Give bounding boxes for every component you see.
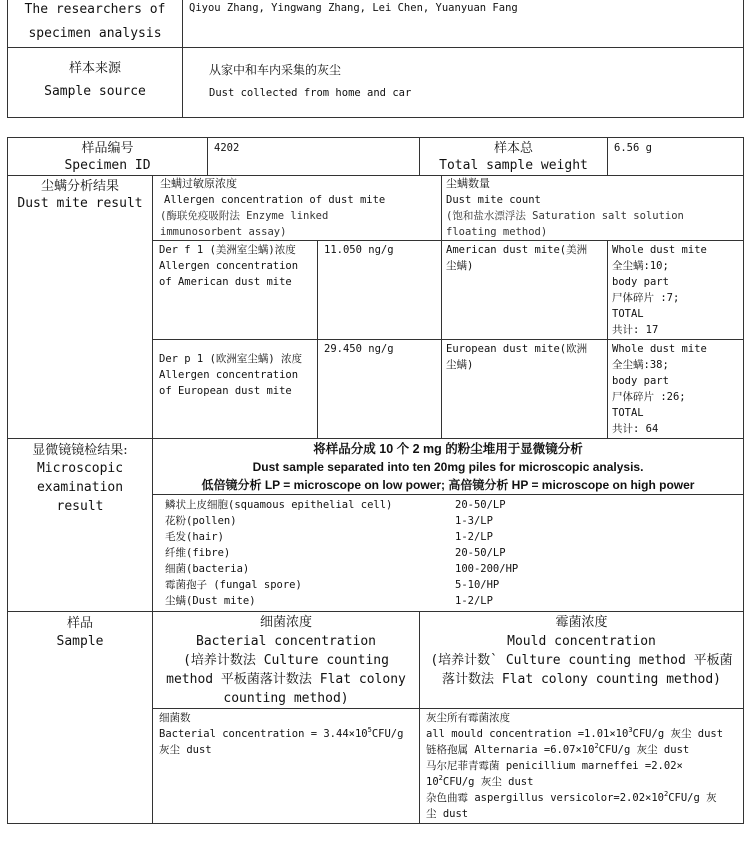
european-mite-line-1: European dust mite(欧洲 — [446, 343, 588, 355]
weight-label-zh: 样本总 — [494, 141, 534, 156]
microscopic-label-zh: 显微镜镜检结果: — [32, 443, 128, 458]
derp-label-cell — [153, 340, 318, 439]
microscopic-label-cell — [8, 439, 153, 612]
researchers-label-en-2: specimen analysis — [28, 26, 162, 41]
microscopic-item-name: 纤维(fibre) — [165, 547, 231, 559]
european-count-line: TOTAL — [612, 407, 644, 419]
sample-label-zh: 样品 — [66, 616, 93, 631]
derf-line-2: Allergen concentration — [159, 260, 299, 272]
dust-mite-label-cell — [8, 176, 153, 439]
allergen-header-en: Allergen concentration of dust mite — [164, 194, 386, 206]
microscopic-header-en: Dust sample separated into ten 20mg piles for microscopic analysis. — [252, 460, 644, 474]
specimen-id-label-en: Specimen ID — [64, 158, 151, 173]
count-method-1: (饱和盐水漂浮法 Saturation salt solution — [446, 210, 684, 222]
list-item — [165, 513, 743, 529]
microscopic-item-name: 霉菌孢子 (fungal spore) — [165, 579, 302, 591]
bacterial-header-zh: 细菌浓度 — [260, 615, 313, 630]
mould-result-line-6: 杂色曲霉 aspergillus $versicolor=2.02\times 10^2CFU/g$ 灰 — [426, 790, 717, 804]
microscopic-label-en-1: Microscopic — [36, 461, 124, 476]
mould-result-line-3: 链格孢属 Alternaria $=6.07\times 10^2CFU/g$ 灰尘 dust — [426, 742, 690, 756]
mould-result-line-7: 尘 dust — [426, 808, 469, 820]
specimen-id-value: 4202 — [214, 142, 240, 154]
bacterial-method-2: method 平板菌落计数法 Flat colony — [166, 672, 406, 687]
european-count-line: 全尘螨:38; — [612, 359, 669, 371]
count-header-cell — [442, 176, 744, 241]
bacterial-result-cell — [153, 709, 420, 824]
weight-value-cell — [608, 138, 744, 176]
specimen-id-label-cell — [8, 138, 208, 176]
bacterial-result-line-1: 细菌数 — [159, 712, 191, 724]
american-count-line: Whole dust mite — [612, 244, 707, 256]
microscopic-item-name: 细菌(bacteria) — [165, 563, 250, 575]
source-label-en: Sample source — [44, 84, 146, 99]
source-value-en: Dust collected from home and car — [209, 87, 412, 99]
microscopic-items-cell — [153, 495, 744, 612]
mould-header-cell — [420, 612, 744, 709]
derp-line-1: Der p 1 (欧洲室尘螨) 浓度 — [159, 353, 303, 365]
dust-mite-label-zh: 尘螨分析结果 — [40, 179, 119, 194]
derp-line-2: Allergen concentration — [159, 369, 299, 381]
bacterial-method-1: (培养计数法 Culture counting — [183, 653, 389, 668]
mould-result-line-4: 马尔尼菲青霉菌 penicillium marneffei =2.02× — [426, 760, 683, 772]
microscopic-header-cell — [153, 439, 744, 495]
american-mite-line-2: 尘螨) — [446, 260, 474, 272]
list-item — [165, 593, 743, 609]
american-count-line: 共计: 17 — [612, 324, 659, 336]
sample-label-en: Sample — [56, 634, 104, 649]
count-header-en: Dust mite count — [446, 194, 541, 206]
microscopic-item-value: 20-50/LP — [455, 547, 506, 559]
derp-value-cell — [318, 340, 442, 439]
mould-header-en: Mould concentration — [507, 634, 656, 649]
bacterial-result-line-3: 灰尘 dust — [159, 744, 212, 756]
microscopic-label-en-2: examination — [36, 480, 124, 495]
specimen-id-value-cell — [208, 138, 420, 176]
derf-value-cell — [318, 241, 442, 340]
list-item — [165, 497, 743, 513]
derf-line-3: of American dust mite — [159, 276, 292, 288]
count-method-2: floating method) — [446, 226, 548, 238]
results-table — [7, 137, 744, 824]
derf-line-1: Der f 1 (美洲室尘螨)浓度 — [159, 244, 296, 256]
derf-label-cell — [153, 241, 318, 340]
microscopic-header-zh: 将样品分成 10 个 2 mg 的粉尘堆用于显微镜分析 — [313, 442, 583, 456]
allergen-method-2: immunosorbent assay) — [160, 226, 287, 238]
sample-label-cell — [8, 612, 153, 824]
researchers-value-cell — [183, 0, 744, 48]
european-mite-line-2: 尘螨) — [446, 359, 474, 371]
european-count-line: 共计: 64 — [612, 423, 659, 435]
microscopic-item-value: 20-50/LP — [455, 499, 506, 511]
source-label-zh: 样本来源 — [68, 61, 121, 76]
european-count-line: 尸体碎片 :26; — [612, 391, 686, 403]
american-count-line: TOTAL — [612, 308, 644, 320]
american-count-line: body part — [612, 276, 669, 288]
microscopic-item-name: 尘螨(Dust mite) — [165, 595, 256, 607]
microscopic-item-name: 鳞状上皮细胞(squamous epithelial cell) — [165, 499, 393, 511]
american-mite-cell — [442, 241, 608, 340]
microscopic-item-name: 毛发(hair) — [165, 531, 224, 543]
american-count-line: 尸体碎片 :7; — [612, 292, 680, 304]
microscopic-item-name: 花粉(pollen) — [165, 515, 237, 527]
mould-header-zh: 霉菌浓度 — [555, 615, 608, 630]
weight-value: 6.56 g — [614, 142, 652, 154]
weight-label-cell — [420, 138, 608, 176]
source-value-zh: 从家中和车内采集的灰尘 — [209, 63, 342, 77]
researchers-value: Qiyou Zhang, Yingwang Zhang, Lei Chen, Yuanyuan Fang — [189, 2, 518, 14]
microscopic-item-value: 1-3/LP — [455, 515, 493, 527]
specimen-id-label-zh: 样品编号 — [81, 141, 134, 156]
researchers-label-en-1: The researchers of — [24, 2, 166, 17]
mould-method-1: (培养计数` Culture counting method 平板菌 — [430, 653, 733, 668]
american-count-cell — [608, 241, 744, 340]
source-label-cell — [8, 48, 183, 118]
derf-value: 11.050 ng/g — [324, 244, 394, 256]
allergen-method-1: (酶联免疫吸附法 Enzyme linked — [160, 210, 329, 222]
mould-result-line-2: all mould concentration $=1.01\times 10^3CFU/g$ 灰尘 dust — [426, 726, 724, 740]
microscopic-item-value: 1-2/LP — [455, 531, 493, 543]
allergen-header-cell — [153, 176, 442, 241]
researchers-label-cell — [8, 0, 183, 48]
microscopic-item-value: 1-2/LP — [455, 595, 493, 607]
list-item — [165, 577, 743, 593]
list-item — [165, 529, 743, 545]
mould-result-cell — [420, 709, 744, 824]
european-count-line: body part — [612, 375, 669, 387]
european-count-line: Whole dust mite — [612, 343, 707, 355]
bacterial-header-cell — [153, 612, 420, 709]
mould-result-line-1: 灰尘所有霉菌浓度 — [426, 712, 511, 724]
list-item — [165, 545, 743, 561]
american-count-line: 全尘螨:10; — [612, 260, 669, 272]
researchers-table — [7, 0, 744, 118]
american-mite-line-1: American dust mite(美洲 — [446, 244, 588, 256]
count-header-zh: 尘螨数量 — [446, 177, 491, 190]
microscopic-item-value: 100-200/HP — [455, 563, 519, 575]
microscopic-item-value: 5-10/HP — [455, 579, 500, 591]
european-mite-cell — [442, 340, 608, 439]
microscopic-header-lp-hp: 低倍镜分析 LP = microscope on low power; 高倍镜分析 HP = microscope on high power — [201, 478, 695, 492]
source-value-cell — [183, 48, 744, 118]
weight-label-en: Total sample weight — [439, 158, 588, 173]
dust-mite-label-en: Dust mite result — [17, 196, 143, 211]
european-count-cell — [608, 340, 744, 439]
list-item — [165, 561, 743, 577]
derp-value: 29.450 ng/g — [324, 343, 394, 355]
bacterial-header-en: Bacterial concentration — [196, 634, 377, 649]
derp-line-3: of European dust mite — [159, 385, 292, 397]
bacterial-method-3: counting method) — [223, 691, 349, 706]
mould-method-2: 落计数法 Flat colony counting method) — [442, 672, 721, 687]
microscopic-label-en-3: result — [56, 499, 104, 514]
bacterial-result-line-2: Bacterial concentration = $3.44\times 10^5CFU/g$ — [159, 726, 404, 740]
allergen-header-zh: 尘螨过敏原浓度 — [160, 177, 237, 190]
mould-result-line-5: $10^2CFU/g$ 灰尘 dust — [426, 774, 534, 788]
